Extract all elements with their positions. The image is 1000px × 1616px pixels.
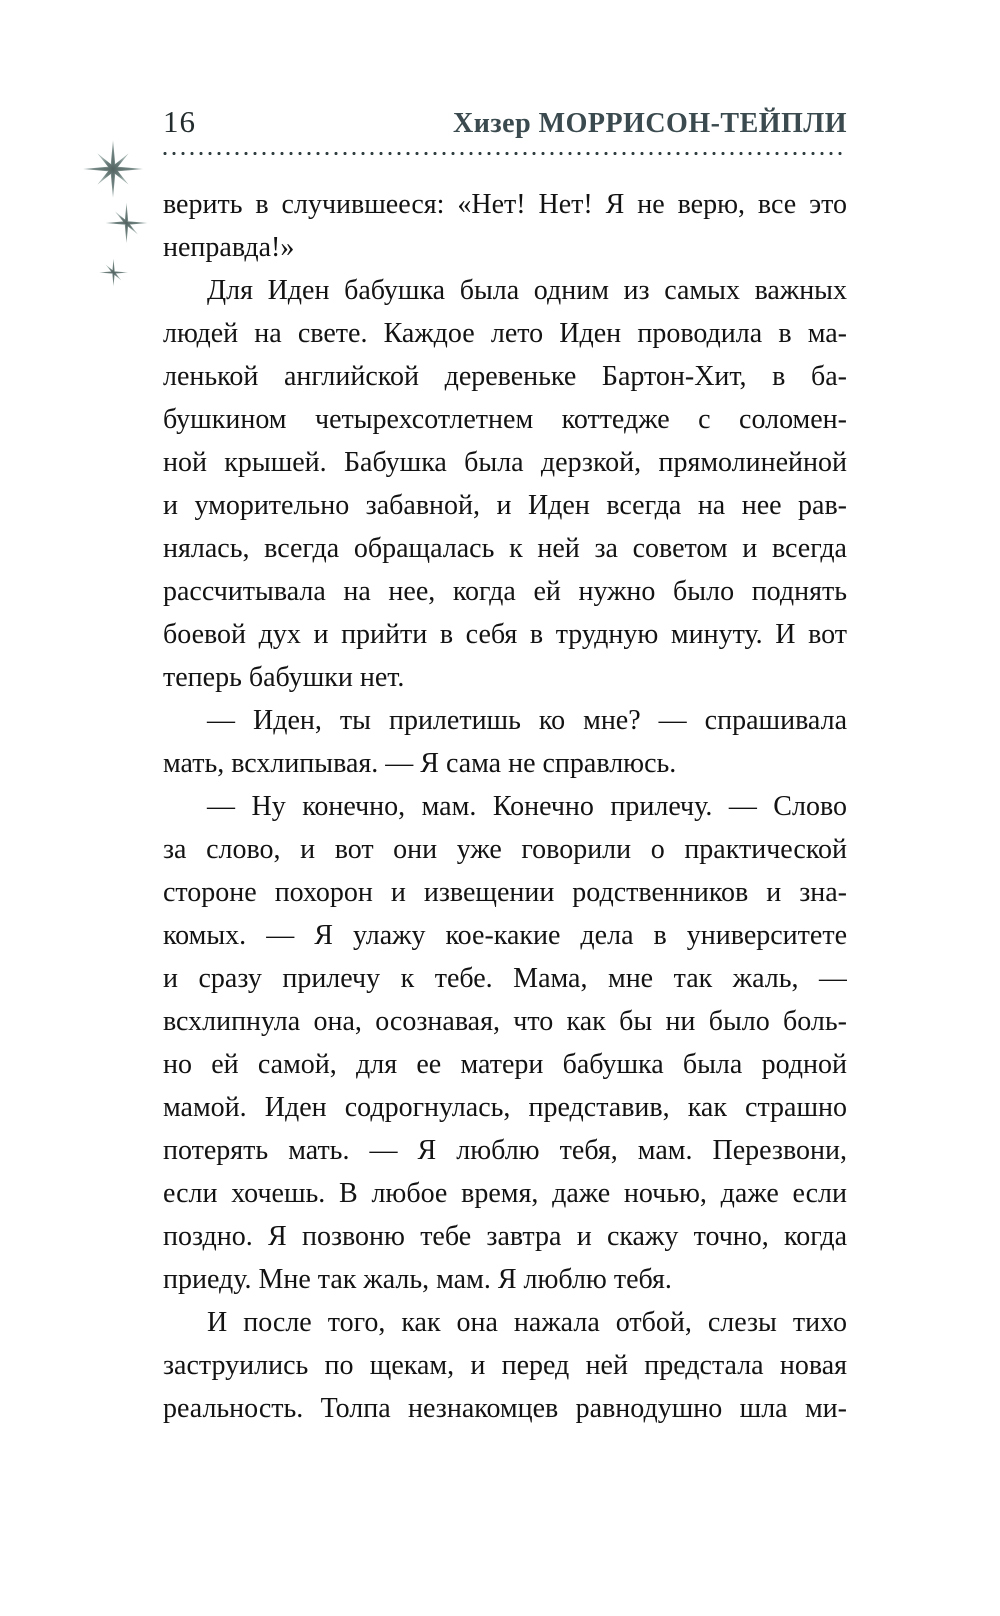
body-text-line: и сразу прилечу к тебе. Мама, мне так жаль, —	[163, 963, 847, 994]
running-header-author: Хизер МОРРИСОН-ТЕЙПЛИ	[453, 108, 847, 139]
body-text-line: комых. — Я улажу кое-какие дела в университете	[163, 920, 847, 951]
body-text-line: но ей самой, для ее матери бабушка была родной	[163, 1049, 847, 1080]
header-divider	[163, 151, 847, 156]
body-text-line: людей на свете. Каждое лето Иден проводила в ма-	[163, 318, 847, 349]
body-text-line: — Иден, ты прилетишь ко мне? — спрашивала	[207, 705, 847, 736]
body-text-line: верить в случившееся: «Нет! Нет! Я не верю, все это	[163, 189, 847, 220]
page-number: 16	[163, 104, 196, 139]
body-text-line: заструились по щекам, и перед ней предстала новая	[163, 1350, 847, 1381]
body-text-line: И после того, как она нажала отбой, слезы тихо	[207, 1307, 847, 1338]
body-text-line: Для Иден бабушка была одним из самых важных	[207, 275, 847, 306]
body-text-line: неправда!»	[163, 232, 295, 263]
body-text-line: приеду. Мне так жаль, мам. Я люблю тебя.	[163, 1264, 672, 1295]
sparkle-star-icon	[99, 258, 128, 287]
page-body-text	[163, 183, 847, 1430]
body-text-line: — Ну конечно, мам. Конечно прилечу. — Слово	[207, 791, 847, 822]
sparkle-star-icon	[82, 139, 144, 199]
body-text-line: ленькой английской деревеньке Бартон-Хит, в ба-	[163, 361, 847, 392]
body-text-line: теперь бабушки нет.	[163, 662, 405, 693]
body-text-line: мать, всхлипывая. — Я сама не справлюсь.	[163, 748, 677, 779]
body-text-line: мамой. Иден содрогнулась, представив, как страшно	[163, 1092, 847, 1123]
body-text-line: и уморительно забавной, и Иден всегда на нее рав-	[163, 490, 847, 521]
body-text-line: нялась, всегда обращалась к ней за советом и всегда	[163, 533, 847, 564]
body-text-line: реальность. Толпа незнакомцев равнодушно шла ми-	[163, 1393, 847, 1424]
body-text-line: стороне похорон и извещении родственников и зна-	[163, 877, 847, 908]
body-text-line: если хочешь. В любое время, даже ночью, даже если	[163, 1178, 847, 1209]
body-text-line: боевой дух и прийти в себя в трудную минуту. И вот	[163, 619, 847, 650]
body-text-line: всхлипнула она, осознавая, что как бы ни было боль-	[163, 1006, 847, 1037]
body-text-line: ной крышей. Бабушка была дерзкой, прямолинейной	[163, 447, 847, 478]
running-header	[163, 104, 847, 142]
body-text-line: поздно. Я позвоню тебе завтра и скажу точно, когда	[163, 1221, 847, 1252]
sparkle-star-icon	[105, 202, 148, 244]
body-text-line: рассчитывала на нее, когда ей нужно было поднять	[163, 576, 847, 607]
body-text-line: потерять мать. — Я люблю тебя, мам. Перезвони,	[163, 1135, 847, 1166]
body-text-line: бушкином четырехсотлетнем коттедже с соломен-	[163, 404, 847, 435]
body-text-line: за слово, и вот они уже говорили о практической	[163, 834, 847, 865]
